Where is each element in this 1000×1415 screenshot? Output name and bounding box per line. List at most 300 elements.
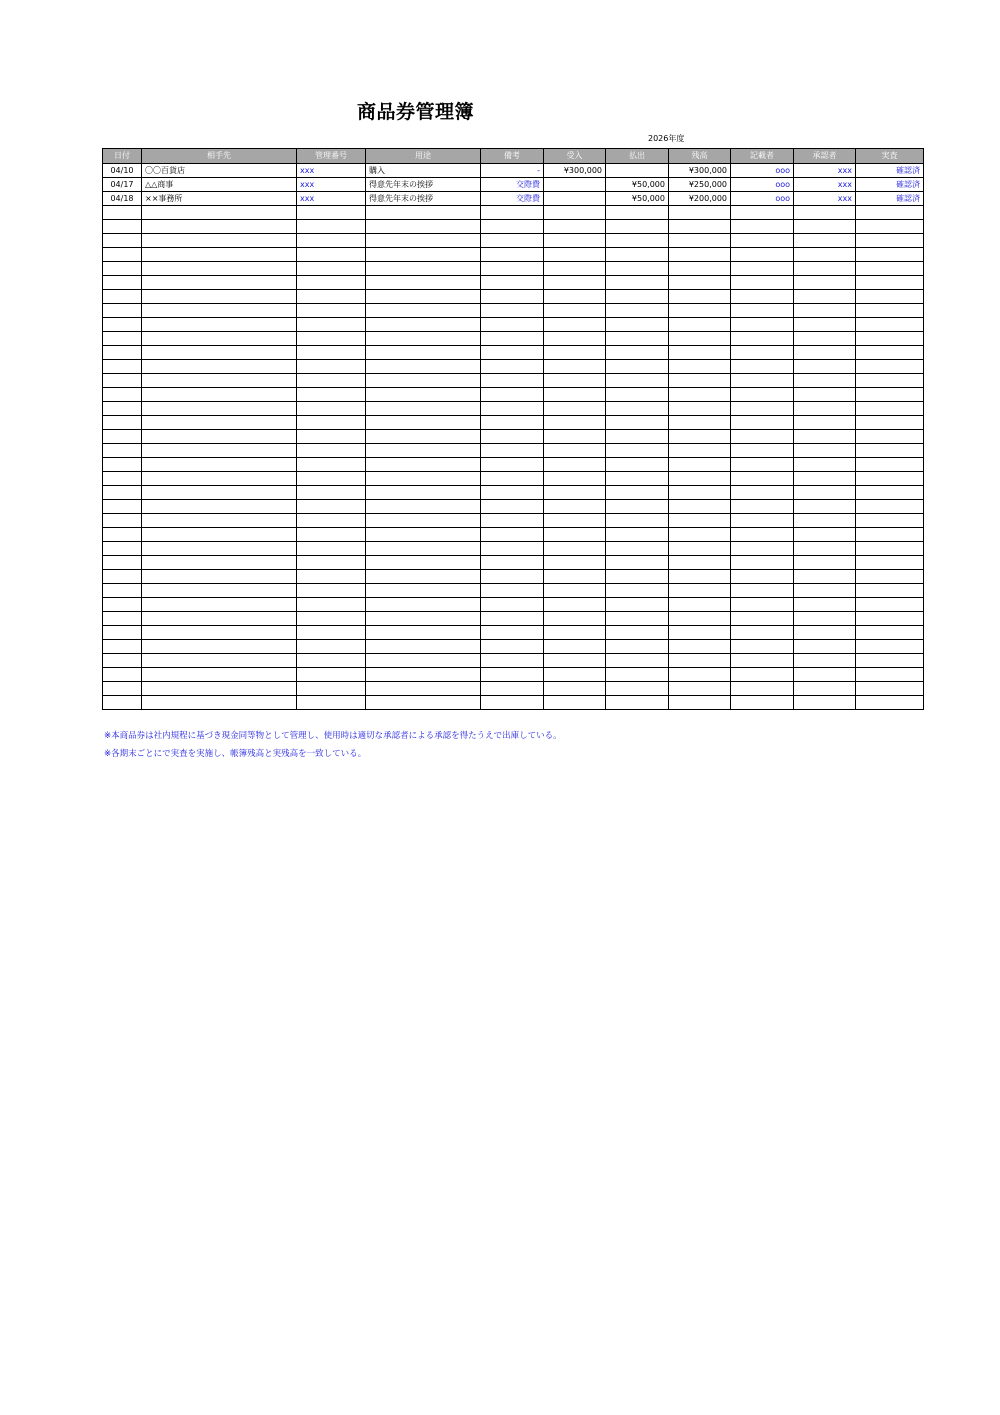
empty-cell[interactable] <box>544 206 606 220</box>
empty-cell[interactable] <box>297 234 366 248</box>
empty-cell[interactable] <box>544 430 606 444</box>
empty-cell[interactable] <box>856 234 924 248</box>
empty-cell[interactable] <box>544 220 606 234</box>
empty-cell[interactable] <box>103 612 142 626</box>
empty-cell[interactable] <box>794 612 856 626</box>
empty-cell[interactable] <box>856 416 924 430</box>
empty-cell[interactable] <box>142 332 297 346</box>
cell-remark[interactable]: - <box>481 164 544 178</box>
empty-cell[interactable] <box>103 234 142 248</box>
empty-cell[interactable] <box>297 248 366 262</box>
table-row-empty[interactable] <box>103 290 924 304</box>
empty-cell[interactable] <box>481 346 544 360</box>
empty-cell[interactable] <box>297 640 366 654</box>
table-row-empty[interactable] <box>103 472 924 486</box>
empty-cell[interactable] <box>544 248 606 262</box>
empty-cell[interactable] <box>366 556 481 570</box>
cell-recorder[interactable]: ooo <box>731 164 794 178</box>
cell-approver[interactable]: xxx <box>794 178 856 192</box>
empty-cell[interactable] <box>794 402 856 416</box>
empty-cell[interactable] <box>481 402 544 416</box>
empty-cell[interactable] <box>142 444 297 458</box>
empty-cell[interactable] <box>606 318 669 332</box>
empty-cell[interactable] <box>481 626 544 640</box>
cell-purpose[interactable]: 得意先年末の挨拶 <box>366 178 481 192</box>
empty-cell[interactable] <box>544 598 606 612</box>
empty-cell[interactable] <box>731 290 794 304</box>
cell-balance[interactable]: ¥300,000 <box>669 164 731 178</box>
empty-cell[interactable] <box>142 486 297 500</box>
empty-cell[interactable] <box>366 416 481 430</box>
empty-cell[interactable] <box>544 654 606 668</box>
empty-cell[interactable] <box>481 388 544 402</box>
empty-cell[interactable] <box>794 514 856 528</box>
empty-cell[interactable] <box>731 528 794 542</box>
empty-cell[interactable] <box>606 528 669 542</box>
empty-cell[interactable] <box>544 612 606 626</box>
empty-cell[interactable] <box>669 486 731 500</box>
empty-cell[interactable] <box>103 290 142 304</box>
empty-cell[interactable] <box>544 514 606 528</box>
empty-cell[interactable] <box>297 262 366 276</box>
empty-cell[interactable] <box>856 542 924 556</box>
empty-cell[interactable] <box>731 626 794 640</box>
cell-control-number[interactable]: xxx <box>297 192 366 206</box>
empty-cell[interactable] <box>856 654 924 668</box>
empty-cell[interactable] <box>366 276 481 290</box>
empty-cell[interactable] <box>103 654 142 668</box>
empty-cell[interactable] <box>794 528 856 542</box>
table-row-empty[interactable] <box>103 276 924 290</box>
empty-cell[interactable] <box>142 430 297 444</box>
empty-cell[interactable] <box>669 234 731 248</box>
empty-cell[interactable] <box>366 346 481 360</box>
empty-cell[interactable] <box>103 430 142 444</box>
empty-cell[interactable] <box>794 500 856 514</box>
empty-cell[interactable] <box>606 402 669 416</box>
empty-cell[interactable] <box>297 472 366 486</box>
empty-cell[interactable] <box>103 556 142 570</box>
empty-cell[interactable] <box>297 332 366 346</box>
empty-cell[interactable] <box>544 500 606 514</box>
cell-remark[interactable]: 交際費 <box>481 192 544 206</box>
cell-remark[interactable]: 交際費 <box>481 178 544 192</box>
empty-cell[interactable] <box>669 542 731 556</box>
empty-cell[interactable] <box>856 626 924 640</box>
empty-cell[interactable] <box>297 696 366 710</box>
empty-cell[interactable] <box>606 430 669 444</box>
cell-recorder[interactable]: ooo <box>731 192 794 206</box>
empty-cell[interactable] <box>731 500 794 514</box>
empty-cell[interactable] <box>544 570 606 584</box>
empty-cell[interactable] <box>731 262 794 276</box>
empty-cell[interactable] <box>731 682 794 696</box>
empty-cell[interactable] <box>669 654 731 668</box>
empty-cell[interactable] <box>731 514 794 528</box>
empty-cell[interactable] <box>481 360 544 374</box>
cell-party[interactable]: △△商事 <box>142 178 297 192</box>
empty-cell[interactable] <box>142 556 297 570</box>
empty-cell[interactable] <box>103 640 142 654</box>
empty-cell[interactable] <box>366 472 481 486</box>
empty-cell[interactable] <box>366 388 481 402</box>
empty-cell[interactable] <box>297 612 366 626</box>
empty-cell[interactable] <box>731 374 794 388</box>
empty-cell[interactable] <box>544 374 606 388</box>
empty-cell[interactable] <box>142 290 297 304</box>
empty-cell[interactable] <box>856 374 924 388</box>
empty-cell[interactable] <box>481 444 544 458</box>
empty-cell[interactable] <box>606 290 669 304</box>
empty-cell[interactable] <box>669 668 731 682</box>
table-row-empty[interactable] <box>103 486 924 500</box>
table-row-empty[interactable] <box>103 640 924 654</box>
empty-cell[interactable] <box>731 570 794 584</box>
empty-cell[interactable] <box>103 528 142 542</box>
empty-cell[interactable] <box>103 668 142 682</box>
empty-cell[interactable] <box>544 640 606 654</box>
empty-cell[interactable] <box>731 430 794 444</box>
empty-cell[interactable] <box>142 696 297 710</box>
empty-cell[interactable] <box>103 696 142 710</box>
empty-cell[interactable] <box>481 696 544 710</box>
empty-cell[interactable] <box>544 388 606 402</box>
empty-cell[interactable] <box>366 402 481 416</box>
empty-cell[interactable] <box>481 304 544 318</box>
empty-cell[interactable] <box>669 318 731 332</box>
empty-cell[interactable] <box>297 584 366 598</box>
empty-cell[interactable] <box>481 276 544 290</box>
empty-cell[interactable] <box>794 332 856 346</box>
table-row[interactable] <box>103 192 924 206</box>
empty-cell[interactable] <box>669 374 731 388</box>
empty-cell[interactable] <box>731 416 794 430</box>
empty-cell[interactable] <box>731 318 794 332</box>
empty-cell[interactable] <box>856 430 924 444</box>
table-row-empty[interactable] <box>103 668 924 682</box>
empty-cell[interactable] <box>544 542 606 556</box>
empty-cell[interactable] <box>606 640 669 654</box>
empty-cell[interactable] <box>731 402 794 416</box>
empty-cell[interactable] <box>366 290 481 304</box>
empty-cell[interactable] <box>731 304 794 318</box>
empty-cell[interactable] <box>297 374 366 388</box>
empty-cell[interactable] <box>606 206 669 220</box>
table-row-empty[interactable] <box>103 556 924 570</box>
empty-cell[interactable] <box>731 598 794 612</box>
empty-cell[interactable] <box>731 206 794 220</box>
empty-cell[interactable] <box>606 626 669 640</box>
empty-cell[interactable] <box>103 472 142 486</box>
empty-cell[interactable] <box>731 346 794 360</box>
empty-cell[interactable] <box>142 654 297 668</box>
empty-cell[interactable] <box>481 206 544 220</box>
empty-cell[interactable] <box>142 276 297 290</box>
empty-cell[interactable] <box>856 570 924 584</box>
empty-cell[interactable] <box>856 304 924 318</box>
empty-cell[interactable] <box>103 374 142 388</box>
empty-cell[interactable] <box>297 528 366 542</box>
cell-audit[interactable]: 確認済 <box>856 178 924 192</box>
empty-cell[interactable] <box>731 458 794 472</box>
empty-cell[interactable] <box>731 486 794 500</box>
empty-cell[interactable] <box>142 640 297 654</box>
empty-cell[interactable] <box>103 598 142 612</box>
empty-cell[interactable] <box>142 598 297 612</box>
empty-cell[interactable] <box>481 612 544 626</box>
empty-cell[interactable] <box>669 276 731 290</box>
empty-cell[interactable] <box>794 276 856 290</box>
empty-cell[interactable] <box>856 696 924 710</box>
cell-purpose[interactable]: 購入 <box>366 164 481 178</box>
cell-balance[interactable]: ¥200,000 <box>669 192 731 206</box>
empty-cell[interactable] <box>103 388 142 402</box>
empty-cell[interactable] <box>669 612 731 626</box>
empty-cell[interactable] <box>142 220 297 234</box>
empty-cell[interactable] <box>544 234 606 248</box>
empty-cell[interactable] <box>103 332 142 346</box>
empty-cell[interactable] <box>142 584 297 598</box>
empty-cell[interactable] <box>366 542 481 556</box>
empty-cell[interactable] <box>103 220 142 234</box>
empty-cell[interactable] <box>731 584 794 598</box>
empty-cell[interactable] <box>366 374 481 388</box>
empty-cell[interactable] <box>669 346 731 360</box>
empty-cell[interactable] <box>794 486 856 500</box>
table-row-empty[interactable] <box>103 304 924 318</box>
empty-cell[interactable] <box>669 262 731 276</box>
empty-cell[interactable] <box>794 626 856 640</box>
table-row-empty[interactable] <box>103 542 924 556</box>
empty-cell[interactable] <box>481 248 544 262</box>
empty-cell[interactable] <box>142 668 297 682</box>
empty-cell[interactable] <box>856 598 924 612</box>
table-row-empty[interactable] <box>103 612 924 626</box>
table-row-empty[interactable] <box>103 206 924 220</box>
empty-cell[interactable] <box>544 458 606 472</box>
empty-cell[interactable] <box>481 290 544 304</box>
empty-cell[interactable] <box>481 528 544 542</box>
empty-cell[interactable] <box>544 304 606 318</box>
empty-cell[interactable] <box>606 556 669 570</box>
empty-cell[interactable] <box>669 696 731 710</box>
empty-cell[interactable] <box>544 696 606 710</box>
empty-cell[interactable] <box>481 584 544 598</box>
empty-cell[interactable] <box>794 234 856 248</box>
empty-cell[interactable] <box>731 668 794 682</box>
empty-cell[interactable] <box>297 304 366 318</box>
empty-cell[interactable] <box>103 444 142 458</box>
empty-cell[interactable] <box>669 332 731 346</box>
empty-cell[interactable] <box>103 500 142 514</box>
empty-cell[interactable] <box>794 654 856 668</box>
empty-cell[interactable] <box>481 332 544 346</box>
empty-cell[interactable] <box>794 430 856 444</box>
cell-paid[interactable] <box>606 164 669 178</box>
empty-cell[interactable] <box>606 486 669 500</box>
empty-cell[interactable] <box>731 248 794 262</box>
empty-cell[interactable] <box>794 584 856 598</box>
empty-cell[interactable] <box>297 626 366 640</box>
empty-cell[interactable] <box>297 500 366 514</box>
empty-cell[interactable] <box>856 486 924 500</box>
empty-cell[interactable] <box>731 332 794 346</box>
empty-cell[interactable] <box>481 318 544 332</box>
empty-cell[interactable] <box>544 486 606 500</box>
empty-cell[interactable] <box>297 430 366 444</box>
empty-cell[interactable] <box>103 626 142 640</box>
empty-cell[interactable] <box>142 360 297 374</box>
empty-cell[interactable] <box>142 514 297 528</box>
empty-cell[interactable] <box>856 640 924 654</box>
empty-cell[interactable] <box>794 304 856 318</box>
empty-cell[interactable] <box>366 668 481 682</box>
empty-cell[interactable] <box>297 416 366 430</box>
empty-cell[interactable] <box>669 626 731 640</box>
empty-cell[interactable] <box>297 458 366 472</box>
empty-cell[interactable] <box>856 402 924 416</box>
empty-cell[interactable] <box>606 682 669 696</box>
empty-cell[interactable] <box>794 542 856 556</box>
table-row-empty[interactable] <box>103 444 924 458</box>
empty-cell[interactable] <box>103 360 142 374</box>
empty-cell[interactable] <box>297 360 366 374</box>
table-row-empty[interactable] <box>103 598 924 612</box>
empty-cell[interactable] <box>794 570 856 584</box>
empty-cell[interactable] <box>481 556 544 570</box>
empty-cell[interactable] <box>142 304 297 318</box>
empty-cell[interactable] <box>103 584 142 598</box>
empty-cell[interactable] <box>481 430 544 444</box>
table-row-empty[interactable] <box>103 262 924 276</box>
empty-cell[interactable] <box>606 444 669 458</box>
empty-cell[interactable] <box>669 528 731 542</box>
empty-cell[interactable] <box>366 332 481 346</box>
empty-cell[interactable] <box>794 444 856 458</box>
empty-cell[interactable] <box>366 234 481 248</box>
empty-cell[interactable] <box>103 682 142 696</box>
table-row-empty[interactable] <box>103 416 924 430</box>
empty-cell[interactable] <box>794 360 856 374</box>
empty-cell[interactable] <box>297 514 366 528</box>
empty-cell[interactable] <box>606 514 669 528</box>
empty-cell[interactable] <box>366 682 481 696</box>
empty-cell[interactable] <box>297 388 366 402</box>
empty-cell[interactable] <box>856 682 924 696</box>
empty-cell[interactable] <box>856 262 924 276</box>
empty-cell[interactable] <box>856 206 924 220</box>
cell-control-number[interactable]: xxx <box>297 164 366 178</box>
empty-cell[interactable] <box>606 346 669 360</box>
empty-cell[interactable] <box>606 500 669 514</box>
table-row-empty[interactable] <box>103 234 924 248</box>
empty-cell[interactable] <box>856 500 924 514</box>
empty-cell[interactable] <box>669 458 731 472</box>
empty-cell[interactable] <box>297 290 366 304</box>
empty-cell[interactable] <box>366 570 481 584</box>
cell-date[interactable]: 04/17 <box>103 178 142 192</box>
empty-cell[interactable] <box>297 318 366 332</box>
empty-cell[interactable] <box>544 276 606 290</box>
empty-cell[interactable] <box>794 220 856 234</box>
empty-cell[interactable] <box>366 654 481 668</box>
empty-cell[interactable] <box>481 654 544 668</box>
empty-cell[interactable] <box>794 318 856 332</box>
empty-cell[interactable] <box>856 528 924 542</box>
empty-cell[interactable] <box>856 290 924 304</box>
empty-cell[interactable] <box>856 388 924 402</box>
table-row-empty[interactable] <box>103 360 924 374</box>
empty-cell[interactable] <box>544 416 606 430</box>
empty-cell[interactable] <box>366 430 481 444</box>
empty-cell[interactable] <box>794 640 856 654</box>
table-row-empty[interactable] <box>103 584 924 598</box>
empty-cell[interactable] <box>606 668 669 682</box>
empty-cell[interactable] <box>142 318 297 332</box>
table-row[interactable] <box>103 164 924 178</box>
empty-cell[interactable] <box>366 626 481 640</box>
empty-cell[interactable] <box>606 612 669 626</box>
empty-cell[interactable] <box>481 374 544 388</box>
empty-cell[interactable] <box>142 472 297 486</box>
empty-cell[interactable] <box>731 220 794 234</box>
cell-paid[interactable]: ¥50,000 <box>606 178 669 192</box>
empty-cell[interactable] <box>669 220 731 234</box>
empty-cell[interactable] <box>103 346 142 360</box>
empty-cell[interactable] <box>731 640 794 654</box>
empty-cell[interactable] <box>606 262 669 276</box>
empty-cell[interactable] <box>544 318 606 332</box>
empty-cell[interactable] <box>544 346 606 360</box>
empty-cell[interactable] <box>103 458 142 472</box>
empty-cell[interactable] <box>669 598 731 612</box>
table-row-empty[interactable] <box>103 528 924 542</box>
empty-cell[interactable] <box>366 598 481 612</box>
empty-cell[interactable] <box>481 234 544 248</box>
empty-cell[interactable] <box>856 556 924 570</box>
table-row-empty[interactable] <box>103 430 924 444</box>
empty-cell[interactable] <box>731 612 794 626</box>
empty-cell[interactable] <box>142 374 297 388</box>
empty-cell[interactable] <box>142 248 297 262</box>
empty-cell[interactable] <box>142 402 297 416</box>
empty-cell[interactable] <box>366 640 481 654</box>
empty-cell[interactable] <box>544 472 606 486</box>
empty-cell[interactable] <box>856 458 924 472</box>
empty-cell[interactable] <box>544 556 606 570</box>
empty-cell[interactable] <box>731 696 794 710</box>
empty-cell[interactable] <box>366 584 481 598</box>
empty-cell[interactable] <box>606 598 669 612</box>
empty-cell[interactable] <box>669 570 731 584</box>
empty-cell[interactable] <box>606 472 669 486</box>
empty-cell[interactable] <box>794 206 856 220</box>
empty-cell[interactable] <box>544 360 606 374</box>
empty-cell[interactable] <box>103 514 142 528</box>
empty-cell[interactable] <box>366 458 481 472</box>
empty-cell[interactable] <box>544 290 606 304</box>
cell-balance[interactable]: ¥250,000 <box>669 178 731 192</box>
empty-cell[interactable] <box>544 626 606 640</box>
empty-cell[interactable] <box>366 262 481 276</box>
empty-cell[interactable] <box>142 416 297 430</box>
empty-cell[interactable] <box>856 332 924 346</box>
empty-cell[interactable] <box>669 640 731 654</box>
empty-cell[interactable] <box>856 346 924 360</box>
empty-cell[interactable] <box>669 416 731 430</box>
empty-cell[interactable] <box>366 304 481 318</box>
empty-cell[interactable] <box>544 444 606 458</box>
